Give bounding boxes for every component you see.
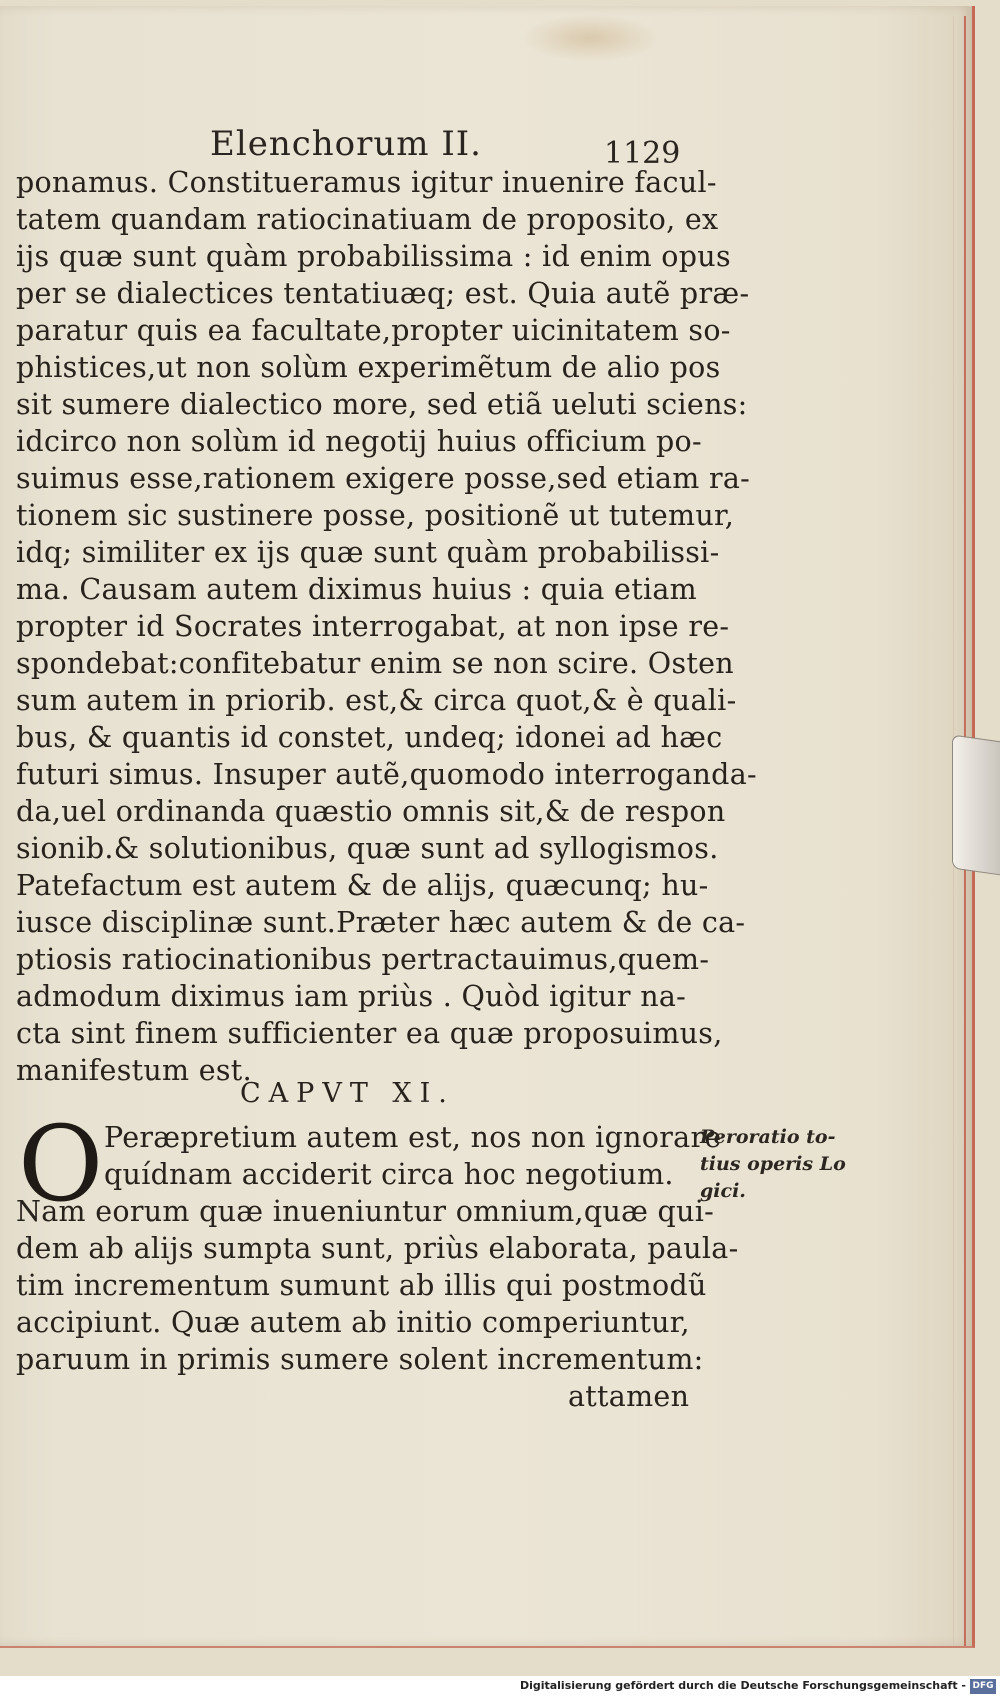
text-line: tim incrementum sumunt ab illis qui postmodũ (16, 1269, 707, 1302)
text-line: admodum diximus iam priùs . Quòd igitur na- (16, 980, 687, 1013)
text-line: Patefactum est autem & de alijs, quæcunq; hu- (16, 869, 709, 902)
text-line: cta sint finem sufficienter ea quæ proposuimus, (16, 1017, 723, 1050)
text-line: idcirco non solùm id negotij huius officium po- (16, 425, 702, 458)
text-line: idq; similiter ex ijs quæ sunt quàm probabilissi- (16, 536, 720, 569)
text-line: iusce disciplinæ sunt.Præter hæc autem & de ca- (16, 906, 746, 939)
text-line: ijs quæ sunt quàm probabilissima : id enim opus (16, 240, 731, 273)
text-line: sionib.& solutionibus, quæ sunt ad syllogismos. (16, 832, 719, 865)
catchword: attamen (568, 1380, 690, 1413)
text-line: ponamus. Constitueramus igitur inuenire facul- (16, 166, 717, 199)
text-line: propter id Socrates interrogabat, at non ipse re- (16, 610, 730, 643)
text-line: bus, & quantis id constet, undeq; idonei ad hæc (16, 721, 723, 754)
text-line: accipiunt. Quæ autem ab initio comperiuntur, (16, 1306, 690, 1339)
text-line: tionem sic sustinere posse, positionẽ ut tutemur, (16, 499, 735, 532)
text-line: sum autem in priorib. est,& circa quot,& è quali- (16, 684, 737, 717)
text-line: sit sumere dialectico more, sed etiã ueluti sciens: (16, 388, 748, 421)
marginal-note-line: gici. (700, 1180, 746, 1202)
text-line: futuri simus. Insuper autẽ,quomodo interroganda- (16, 758, 757, 791)
text-line: tatem quandam ratiocinatiuam de proposito, ex (16, 203, 719, 236)
text-line: paruum in primis sumere solent incrementum: (16, 1343, 704, 1376)
text-line: dem ab alijs sumpta sunt, priùs elaborata, paula- (16, 1232, 739, 1265)
text-line: spondebat:confitebatur enim se non scire. Osten (16, 647, 734, 680)
drop-cap: O (18, 1103, 104, 1225)
text-line: Nam eorum quæ inueniuntur omnium,quæ qui- (16, 1195, 715, 1228)
digitization-footer (0, 1676, 1000, 1699)
text-line: paratur quis ea facultate,propter uicinitatem so- (16, 314, 731, 347)
text-line: suimus esse,rationem exigere posse,sed etiam ra- (16, 462, 751, 495)
text-line: ma. Causam autem diximus huius : quia etiam (16, 573, 697, 606)
chapter-heading: CAPVT XI. (240, 1078, 455, 1109)
bookmark-tab (952, 734, 1000, 875)
marginal-note-line: Peroratio to- (700, 1126, 836, 1148)
text-line: Peræpretium autem est, nos non ignorare (104, 1121, 722, 1154)
text-line: quídnam acciderit circa hoc negotium. (104, 1158, 674, 1191)
running-head: Elenchorum II. (210, 124, 482, 164)
text-line: da,uel ordinanda quæstio omnis sit,& de respon (16, 795, 726, 828)
text-line: ptiosis ratiocinationibus pertractauimus,quem- (16, 943, 710, 976)
marginal-note-line: tius operis Lo (700, 1153, 846, 1175)
footer-credit: Digitalisierung gefördert durch die Deutsche Forschungsgemeinschaft - (519, 1679, 966, 1692)
text-line: phistices,ut non solùm experimẽtum de alio pos (16, 351, 721, 384)
stain (520, 14, 660, 62)
page-number: 1129 (604, 136, 681, 171)
text-line: manifestum est. (16, 1054, 252, 1087)
dfg-logo-icon: DFG (970, 1679, 996, 1694)
text-line: per se dialectices tentatiuæq; est. Quia autẽ præ- (16, 277, 750, 310)
